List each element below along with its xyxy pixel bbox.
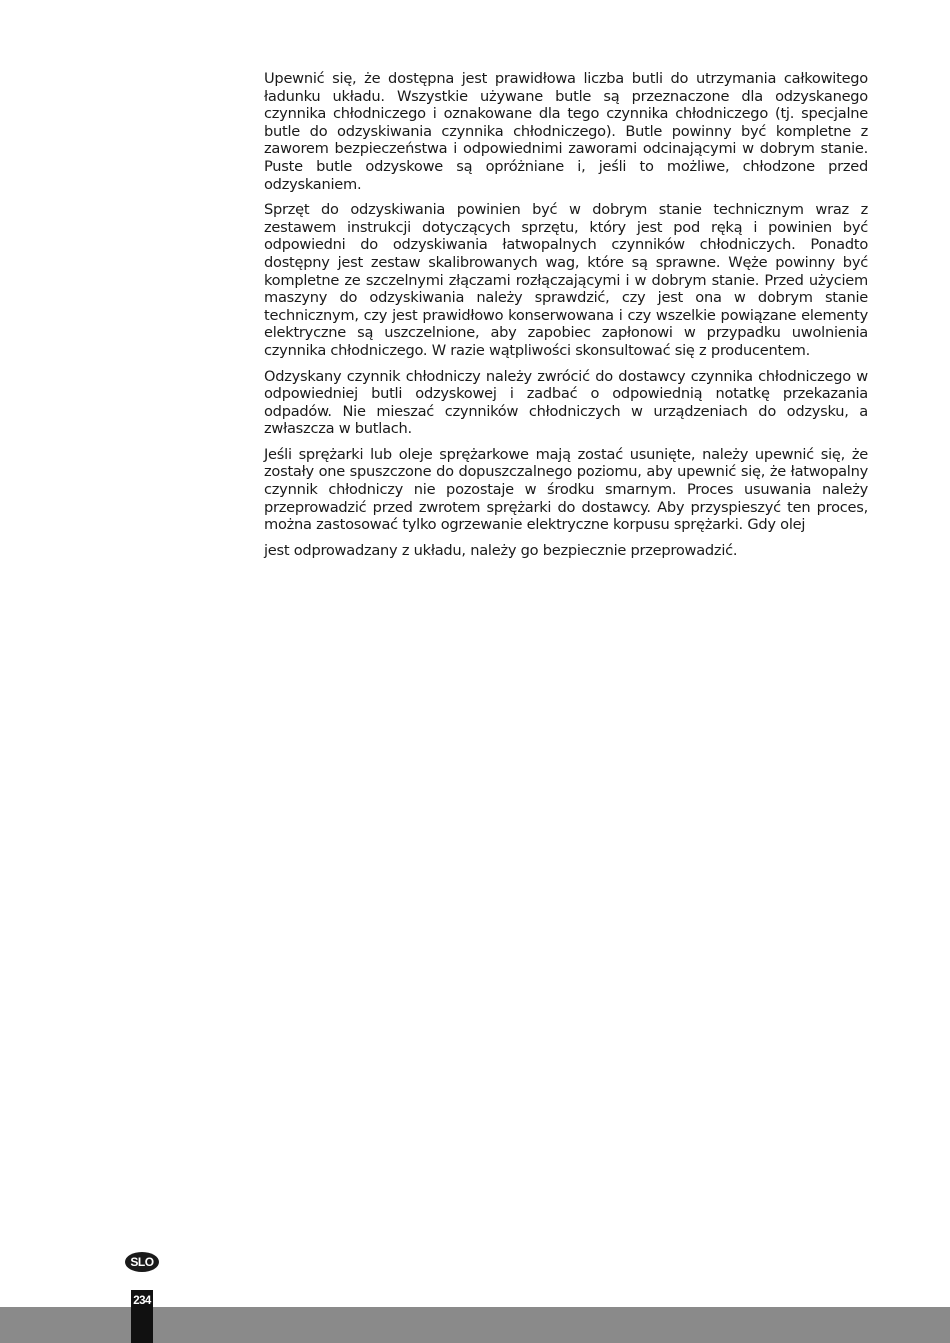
language-badge: SLO — [125, 1252, 159, 1272]
page-number: 234 — [133, 1295, 151, 1307]
paragraph-recovery-equipment: Sprzęt do odzyskiwania powinien być w dobrym stanie technicznym wraz z zestawem instrukcji dotyczących sprzętu, który jest pod ręką i powinien być odpowiedni do odzyskiwania łatwopalnych czynników chłodniczych. Ponadto dostępny jest zestaw skalibrowanych wag, które są sprawne. Węże powinny być kompletne ze szczelnymi złączami rozłączającymi i w dobrym stanie. Przed użyciem maszyny do odzyskiwania należy sprawdzić, czy jest ona w dobrym stanie technicznym, czy jest prawidłowo konserwowana i czy wszelkie powiązane elementy elektryczne są uszczelnione, aby zapobiec zapłonowi w przypadku uwolnienia czynnika chłodniczego. W razie wątpliwości skonsultować się z producentem. — [264, 201, 868, 359]
paragraph-recovery-cylinders: Upewnić się, że dostępna jest prawidłowa liczba butli do utrzymania całkowitego ładunku układu. Wszystkie używane butle są przeznaczone dla odzyskanego czynnika chłodniczego i oznakowane dla tego czynnika chłodniczego (tj. specjalne butle do odzyskiwania czynnika chłodniczego). Butle powinny być kompletne z zaworem bezpieczeństwa i odpowiednimi zaworami odcinającymi w dobrym stanie. Puste butle odzyskowe są opróżniane i, jeśli to możliwe, chłodzone przed odzyskaniem. — [264, 70, 868, 193]
paragraph-compressor-removal: Jeśli sprężarki lub oleje sprężarkowe mają zostać usunięte, należy upewnić się, że zostały one spuszczone do dopuszczalnego poziomu, aby upewnić się, że łatwopalny czynnik chłodniczy nie pozostaje w środku smarnym. Proces usuwania należy przeprowadzić przed zwrotem sprężarki do dostawcy. Aby przyspieszyć ten proces, można zastosować tylko ogrzewanie elektryczne korpusu sprężarki. Gdy olej — [264, 445, 868, 534]
paragraph-oil-drain: jest odprowadzany z układu, należy go bezpiecznie przeprowadzić. — [264, 541, 738, 559]
main-text-column — [264, 70, 868, 567]
paragraph-returning-refrigerant: Odzyskany czynnik chłodniczy należy zwrócić do dostawcy czynnika chłodniczego w odpowiedniej butli odzyskowej i zadbać o odpowiednią notatkę przekazania odpadów. Nie mieszać czynników chłodniczych w urządzeniach do odzysku, a zwłaszcza w butlach. — [264, 367, 868, 438]
